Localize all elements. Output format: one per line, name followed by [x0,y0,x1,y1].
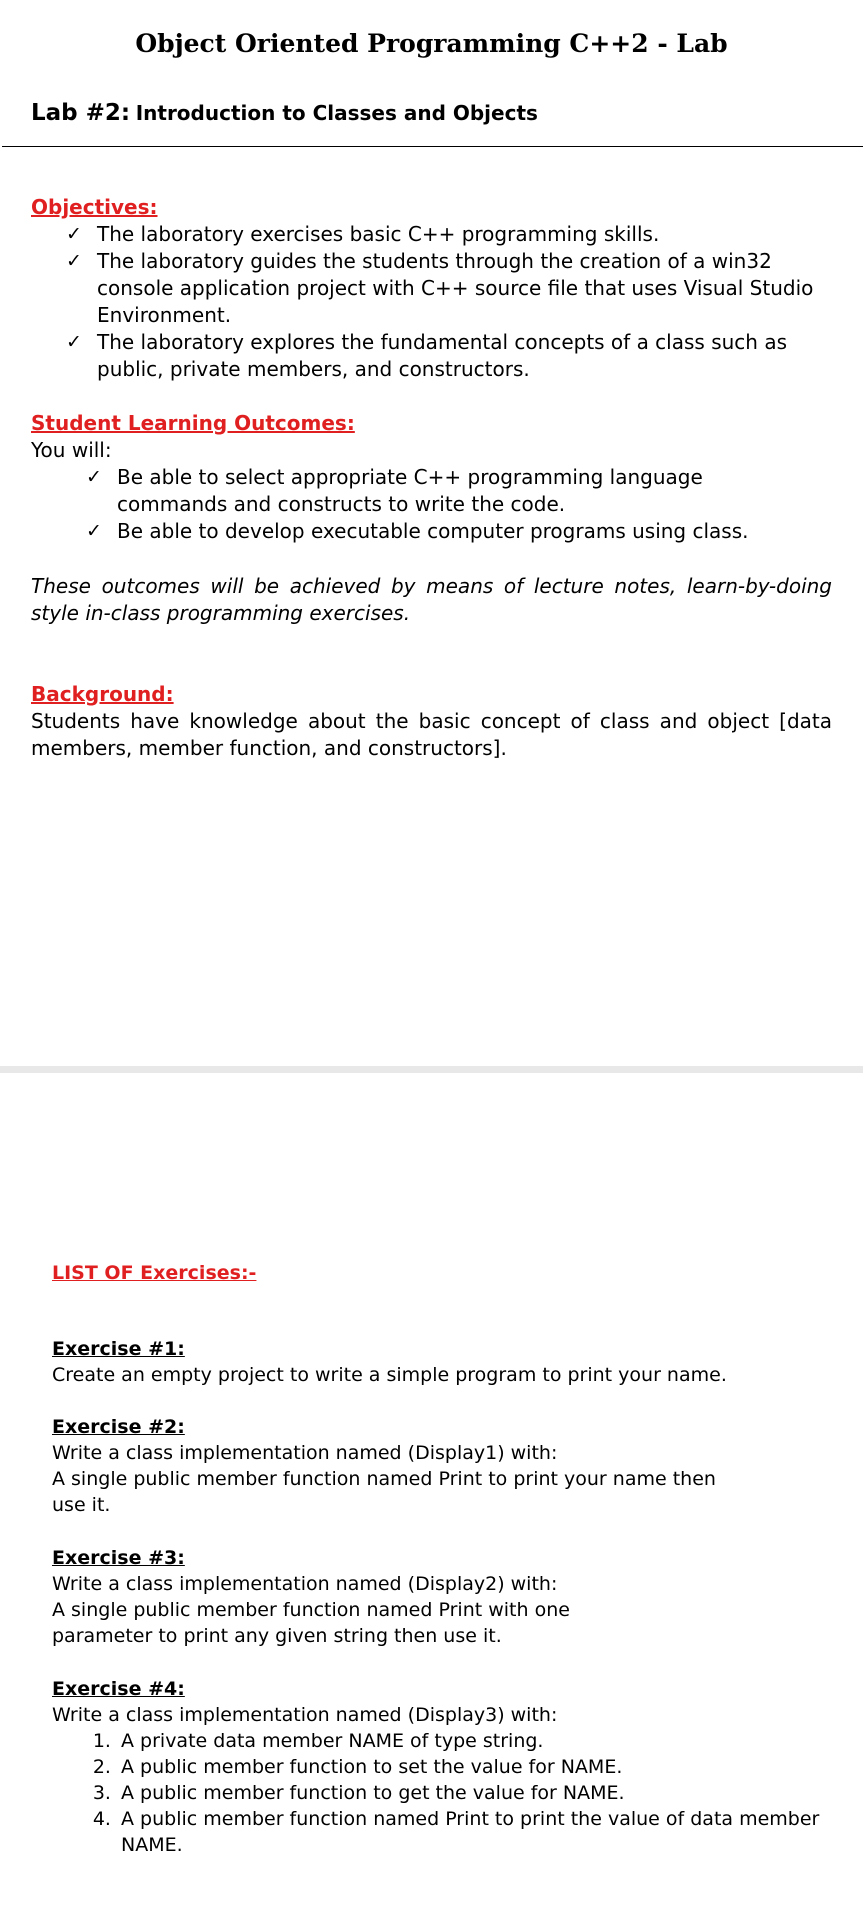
exercise-3-line-1: Write a class implementation named (Display2) with: [52,1573,558,1595]
list-item [66,248,837,329]
exercise-3-line-3: parameter to print any given string then use it. [52,1625,502,1647]
objective-text: The laboratory exercises basic C++ programming skills. [97,222,660,246]
exercise-2-line-2: A single public member function named Print to print your name then [52,1468,716,1490]
exercise-3-line-2: A single public member function named Print with one [52,1599,570,1621]
list-item: 2. A public member function to set the value for NAME. [117,1754,847,1780]
exercise-4-steps [52,1728,847,1858]
objective-text: The laboratory guides the students through the creation of a win32 console application project with C++ source file that uses Visual Studio Environment. [97,249,814,327]
background-heading: Background: [31,682,174,706]
outcomes-list [86,464,749,545]
list-item [66,221,837,248]
checkmark-icon: ✓ [66,250,82,272]
outcomes-intro: You will: [31,438,112,462]
title-divider [2,146,863,147]
list-item: 4. A public member function named Print to print the value of data member NAME. [117,1806,847,1858]
outcome-text: Be able to select appropriate C++ programming language commands and constructs to write the code. [117,465,703,516]
list-item: 1. A private data member NAME of type string. [117,1728,847,1754]
objectives-heading: Objectives: [31,195,158,219]
background-text: Students have knowledge about the basic concept of class and object [data members, member function, and constructors]. [31,709,832,760]
outcomes-heading: Student Learning Outcomes: [31,411,355,435]
checkmark-icon: ✓ [86,466,102,488]
list-item [86,464,737,518]
objectives-list [66,221,837,383]
page-separator [0,1066,863,1073]
exercise-1-text: Create an empty project to write a simple program to print your name. [52,1364,727,1386]
exercise-2-line-3: use it. [52,1494,111,1516]
outcomes-note: These outcomes will be achieved by means of lecture notes, learn-by-doing style in-class programming exercises. [31,574,832,625]
lab-title: Introduction to Classes and Objects [135,101,538,125]
list-item: 3. A public member function to get the value for NAME. [117,1780,847,1806]
exercise-1-title: Exercise #1: [52,1338,185,1360]
outcome-text: Be able to develop executable computer programs using class. [117,519,749,543]
lab-heading [31,96,538,132]
exercises-heading: LIST OF Exercises:- [52,1262,257,1284]
list-item [66,329,837,383]
exercise-4-title: Exercise #4: [52,1678,185,1700]
lab-number: Lab #2: [31,100,131,126]
objective-text: The laboratory explores the fundamental concepts of a class such as public, private members, and constructors. [97,330,787,381]
exercise-2-title: Exercise #2: [52,1416,185,1438]
document-title: Object Oriented Programming C++2 - Lab [135,29,728,58]
exercise-4-line-1: Write a class implementation named (Display3) with: [52,1704,558,1726]
exercise-2-line-1: Write a class implementation named (Display1) with: [52,1442,558,1464]
list-item [86,518,749,545]
checkmark-icon: ✓ [66,331,82,353]
checkmark-icon: ✓ [66,223,82,245]
exercise-3-title: Exercise #3: [52,1547,185,1569]
checkmark-icon: ✓ [86,520,102,542]
